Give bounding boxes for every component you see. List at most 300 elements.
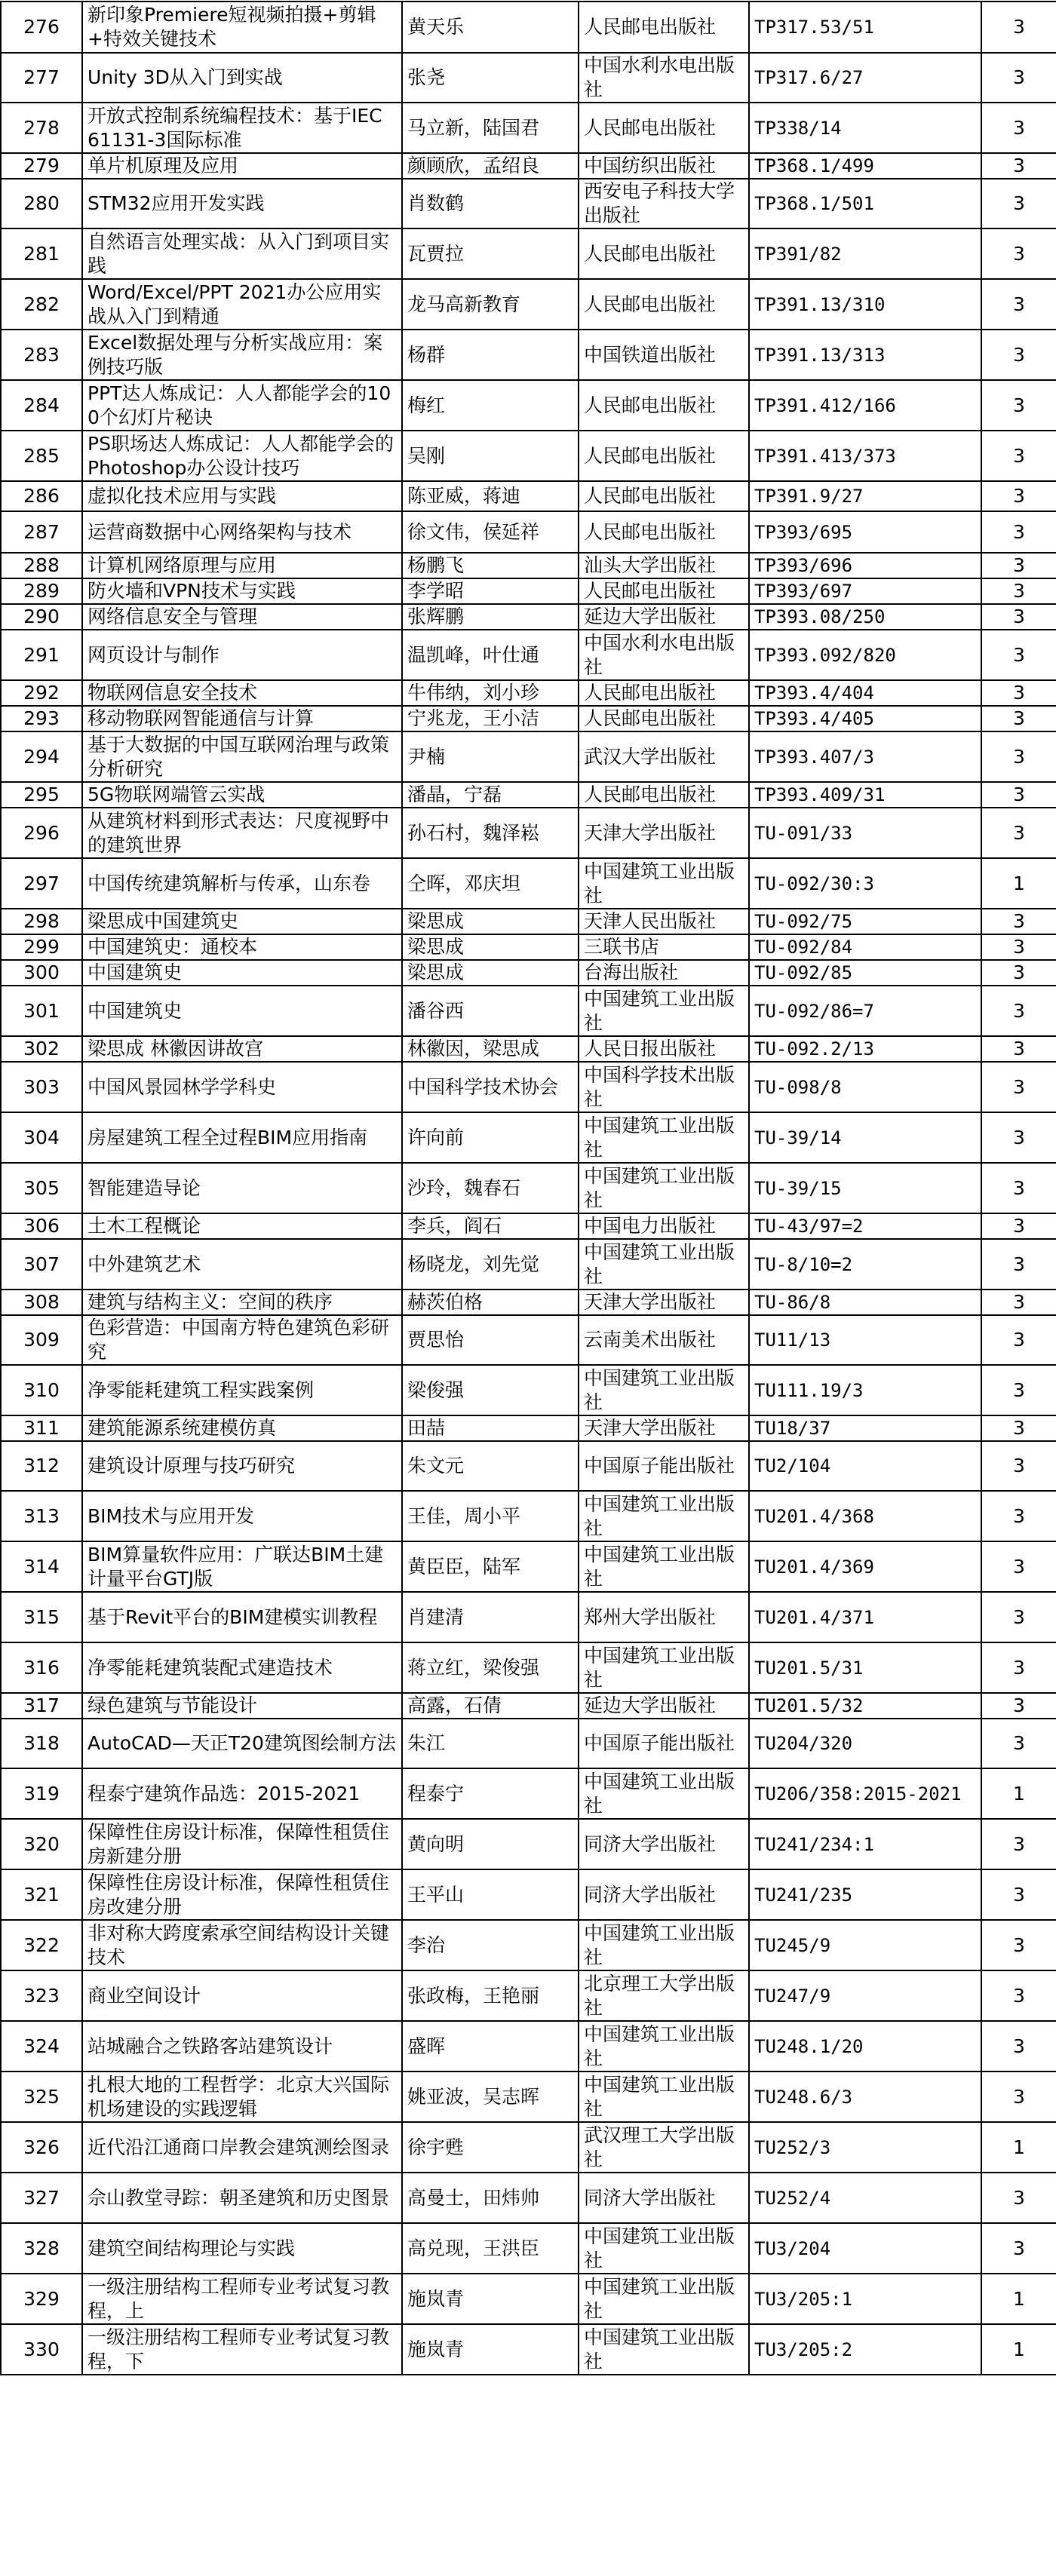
- publisher-cell: 中国建筑工业出版社: [579, 1239, 749, 1290]
- quantity-cell: 3: [981, 1719, 1056, 1768]
- quantity-cell: 3: [981, 279, 1056, 330]
- book-title-cell: 建筑能源系统建模仿真: [82, 1415, 402, 1441]
- publisher-cell: 天津大学出版社: [579, 808, 749, 858]
- table-row: [1, 1036, 1056, 1062]
- book-title-cell: PPT达人炼成记：人人都能学会的100个幻灯片秘诀: [82, 380, 402, 431]
- quantity-cell: 3: [981, 481, 1056, 511]
- author-cell: 尹楠: [402, 731, 579, 782]
- book-title-cell: 基于Revit平台的BIM建模实训教程: [82, 1592, 402, 1642]
- book-title-cell: 色彩营造：中国南方特色建筑色彩研究: [82, 1315, 402, 1365]
- book-title-cell: 基于大数据的中国互联网治理与政策分析研究: [82, 731, 402, 782]
- table-row: [1, 1768, 1056, 1819]
- author-cell: 潘晶，宁磊: [402, 782, 579, 808]
- quantity-cell: 3: [981, 604, 1056, 630]
- serial-number-cell: 317: [1, 1693, 82, 1719]
- book-title-cell: 建筑设计原理与技巧研究: [82, 1441, 402, 1491]
- table-row: [1, 1441, 1056, 1491]
- call-number-cell: TP393/696: [749, 553, 981, 578]
- table-row: [1, 1415, 1056, 1441]
- book-list-table: [0, 1, 1056, 2375]
- serial-number-cell: 326: [1, 2122, 82, 2173]
- book-title-cell: 计算机网络原理与应用: [82, 553, 402, 578]
- author-cell: 徐宇甦: [402, 2122, 579, 2173]
- book-title-cell: 佘山教堂寻踪：朝圣建筑和历史图景: [82, 2173, 402, 2223]
- serial-number-cell: 319: [1, 1768, 82, 1819]
- serial-number-cell: 296: [1, 808, 82, 858]
- serial-number-cell: 329: [1, 2274, 82, 2324]
- quantity-cell: 3: [981, 2173, 1056, 2223]
- serial-number-cell: 323: [1, 1970, 82, 2021]
- author-cell: 田喆: [402, 1415, 579, 1441]
- call-number-cell: TU204/320: [749, 1719, 981, 1768]
- author-cell: 李兵，阎石: [402, 1213, 579, 1239]
- call-number-cell: TU-39/15: [749, 1163, 981, 1213]
- book-title-cell: PS职场达人炼成记：人人都能学会的Photoshop办公设计技巧: [82, 431, 402, 481]
- author-cell: 高露，石倩: [402, 1693, 579, 1719]
- table-row: [1, 1491, 1056, 1541]
- book-title-cell: 中国风景园林学学科史: [82, 1062, 402, 1112]
- serial-number-cell: 310: [1, 1365, 82, 1415]
- author-cell: 施岚青: [402, 2324, 579, 2375]
- table-row: [1, 2274, 1056, 2324]
- table-row: [1, 909, 1056, 934]
- publisher-cell: 中国建筑工业出版社: [579, 2072, 749, 2122]
- author-cell: 李学昭: [402, 578, 579, 604]
- table-row: [1, 2173, 1056, 2223]
- quantity-cell: 3: [981, 909, 1056, 934]
- call-number-cell: TU3/205:1: [749, 2274, 981, 2324]
- book-title-cell: 扎根大地的工程哲学：北京大兴国际机场建设的实践逻辑: [82, 2072, 402, 2122]
- quantity-cell: 3: [981, 179, 1056, 228]
- author-cell: 蒋立红，梁俊强: [402, 1642, 579, 1693]
- author-cell: 李治: [402, 1920, 579, 1970]
- call-number-cell: TU248.6/3: [749, 2072, 981, 2122]
- publisher-cell: 西安电子科技大学出版社: [579, 179, 749, 228]
- serial-number-cell: 292: [1, 680, 82, 706]
- publisher-cell: 中国铁道出版社: [579, 330, 749, 380]
- publisher-cell: 三联书店: [579, 934, 749, 960]
- author-cell: 肖数鹤: [402, 179, 579, 228]
- author-cell: 龙马高新教育: [402, 279, 579, 330]
- book-title-cell: 中国传统建筑解析与传承，山东卷: [82, 858, 402, 909]
- quantity-cell: 3: [981, 630, 1056, 680]
- serial-number-cell: 302: [1, 1036, 82, 1062]
- publisher-cell: 天津大学出版社: [579, 1290, 749, 1315]
- quantity-cell: 3: [981, 1920, 1056, 1970]
- publisher-cell: 中国原子能出版社: [579, 1441, 749, 1491]
- table-row: [1, 578, 1056, 604]
- table-row: [1, 782, 1056, 808]
- call-number-cell: TP368.1/499: [749, 153, 981, 179]
- publisher-cell: 中国科学技术出版社: [579, 1062, 749, 1112]
- publisher-cell: 同济大学出版社: [579, 1869, 749, 1920]
- author-cell: 黄臣臣，陆军: [402, 1541, 579, 1592]
- quantity-cell: 3: [981, 1441, 1056, 1491]
- serial-number-cell: 306: [1, 1213, 82, 1239]
- call-number-cell: TU-092/86=7: [749, 986, 981, 1036]
- call-number-cell: TP393.407/3: [749, 731, 981, 782]
- publisher-cell: 人民邮电出版社: [579, 481, 749, 511]
- quantity-cell: 1: [981, 1768, 1056, 1819]
- table-row: [1, 103, 1056, 153]
- publisher-cell: 天津大学出版社: [579, 1415, 749, 1441]
- table-row: [1, 2072, 1056, 2122]
- serial-number-cell: 289: [1, 578, 82, 604]
- book-title-cell: 净零能耗建筑装配式建造技术: [82, 1642, 402, 1693]
- serial-number-cell: 315: [1, 1592, 82, 1642]
- quantity-cell: 3: [981, 228, 1056, 279]
- serial-number-cell: 309: [1, 1315, 82, 1365]
- call-number-cell: TU252/4: [749, 2173, 981, 2223]
- serial-number-cell: 327: [1, 2173, 82, 2223]
- author-cell: 朱文元: [402, 1441, 579, 1491]
- table-row: [1, 279, 1056, 330]
- quantity-cell: 3: [981, 330, 1056, 380]
- serial-number-cell: 297: [1, 858, 82, 909]
- table-row: [1, 1112, 1056, 1163]
- call-number-cell: TU-8/10=2: [749, 1239, 981, 1290]
- publisher-cell: 郑州大学出版社: [579, 1592, 749, 1642]
- quantity-cell: 3: [981, 511, 1056, 553]
- serial-number-cell: 300: [1, 960, 82, 986]
- quantity-cell: 3: [981, 1415, 1056, 1441]
- table-body: [1, 2, 1056, 2375]
- book-title-cell: 单片机原理及应用: [82, 153, 402, 179]
- author-cell: 牛伟纳，刘小珍: [402, 680, 579, 706]
- book-title-cell: 5G物联网端管云实战: [82, 782, 402, 808]
- publisher-cell: 中国水利水电出版社: [579, 630, 749, 680]
- author-cell: 徐文伟，侯延祥: [402, 511, 579, 553]
- table-row: [1, 960, 1056, 986]
- serial-number-cell: 314: [1, 1541, 82, 1592]
- publisher-cell: 人民邮电出版社: [579, 431, 749, 481]
- serial-number-cell: 283: [1, 330, 82, 380]
- publisher-cell: 中国建筑工业出版社: [579, 2223, 749, 2274]
- table-row: [1, 1239, 1056, 1290]
- publisher-cell: 中国建筑工业出版社: [579, 858, 749, 909]
- book-title-cell: 保障性住房设计标准，保障性租赁住房新建分册: [82, 1819, 402, 1869]
- call-number-cell: TP393.08/250: [749, 604, 981, 630]
- publisher-cell: 中国建筑工业出版社: [579, 986, 749, 1036]
- publisher-cell: 中国建筑工业出版社: [579, 1920, 749, 1970]
- serial-number-cell: 307: [1, 1239, 82, 1290]
- quantity-cell: 1: [981, 858, 1056, 909]
- publisher-cell: 中国建筑工业出版社: [579, 1365, 749, 1415]
- quantity-cell: 3: [981, 960, 1056, 986]
- quantity-cell: 3: [981, 1036, 1056, 1062]
- call-number-cell: TU201.5/31: [749, 1642, 981, 1693]
- call-number-cell: TP338/14: [749, 103, 981, 153]
- author-cell: 施岚青: [402, 2274, 579, 2324]
- quantity-cell: 3: [981, 1213, 1056, 1239]
- publisher-cell: 天津人民出版社: [579, 909, 749, 934]
- author-cell: 张尧: [402, 53, 579, 103]
- call-number-cell: TU111.19/3: [749, 1365, 981, 1415]
- table-row: [1, 1642, 1056, 1693]
- quantity-cell: 3: [981, 53, 1056, 103]
- call-number-cell: TP368.1/501: [749, 179, 981, 228]
- publisher-cell: 人民邮电出版社: [579, 782, 749, 808]
- table-row: [1, 330, 1056, 380]
- serial-number-cell: 280: [1, 179, 82, 228]
- publisher-cell: 中国建筑工业出版社: [579, 1112, 749, 1163]
- serial-number-cell: 320: [1, 1819, 82, 1869]
- author-cell: 林徽因，梁思成: [402, 1036, 579, 1062]
- book-title-cell: 中国建筑史: [82, 986, 402, 1036]
- quantity-cell: 3: [981, 1239, 1056, 1290]
- publisher-cell: 人民日报出版社: [579, 1036, 749, 1062]
- publisher-cell: 台海出版社: [579, 960, 749, 986]
- author-cell: 杨群: [402, 330, 579, 380]
- quantity-cell: 1: [981, 2324, 1056, 2375]
- publisher-cell: 中国水利水电出版社: [579, 53, 749, 103]
- book-title-cell: 净零能耗建筑工程实践案例: [82, 1365, 402, 1415]
- publisher-cell: 武汉理工大学出版社: [579, 2122, 749, 2173]
- serial-number-cell: 301: [1, 986, 82, 1036]
- publisher-cell: 中国建筑工业出版社: [579, 1768, 749, 1819]
- call-number-cell: TU201.4/369: [749, 1541, 981, 1592]
- quantity-cell: 3: [981, 2021, 1056, 2072]
- table-row: [1, 1163, 1056, 1213]
- quantity-cell: 3: [981, 431, 1056, 481]
- call-number-cell: TP391.13/310: [749, 279, 981, 330]
- book-title-cell: 中国建筑史：通校本: [82, 934, 402, 960]
- serial-number-cell: 321: [1, 1869, 82, 1920]
- table-row: [1, 1541, 1056, 1592]
- serial-number-cell: 312: [1, 1441, 82, 1491]
- table-row: [1, 706, 1056, 731]
- quantity-cell: 3: [981, 153, 1056, 179]
- call-number-cell: TP391.9/27: [749, 481, 981, 511]
- call-number-cell: TP391.413/373: [749, 431, 981, 481]
- author-cell: 杨鹏飞: [402, 553, 579, 578]
- table-row: [1, 1719, 1056, 1768]
- table-row: [1, 1213, 1056, 1239]
- book-title-cell: BIM技术与应用开发: [82, 1491, 402, 1541]
- call-number-cell: TU-092.2/13: [749, 1036, 981, 1062]
- publisher-cell: 云南美术出版社: [579, 1315, 749, 1365]
- call-number-cell: TP393.4/404: [749, 680, 981, 706]
- call-number-cell: TU241/234:1: [749, 1819, 981, 1869]
- book-title-cell: 网络信息安全与管理: [82, 604, 402, 630]
- quantity-cell: 3: [981, 2223, 1056, 2274]
- quantity-cell: 3: [981, 2, 1056, 53]
- table-row: [1, 934, 1056, 960]
- table-row: [1, 2223, 1056, 2274]
- call-number-cell: TU-091/33: [749, 808, 981, 858]
- book-title-cell: AutoCAD—天正T20建筑图绘制方法: [82, 1719, 402, 1768]
- table-row: [1, 2122, 1056, 2173]
- publisher-cell: 中国建筑工业出版社: [579, 2274, 749, 2324]
- table-row: [1, 630, 1056, 680]
- book-title-cell: 房屋建筑工程全过程BIM应用指南: [82, 1112, 402, 1163]
- author-cell: 梁思成: [402, 960, 579, 986]
- call-number-cell: TU201.5/32: [749, 1693, 981, 1719]
- call-number-cell: TP317.53/51: [749, 2, 981, 53]
- serial-number-cell: 322: [1, 1920, 82, 1970]
- quantity-cell: 3: [981, 706, 1056, 731]
- quantity-cell: 3: [981, 1163, 1056, 1213]
- author-cell: 黄向明: [402, 1819, 579, 1869]
- call-number-cell: TU-092/30:3: [749, 858, 981, 909]
- table-row: [1, 511, 1056, 553]
- serial-number-cell: 293: [1, 706, 82, 731]
- serial-number-cell: 290: [1, 604, 82, 630]
- author-cell: 梁思成: [402, 909, 579, 934]
- call-number-cell: TU-092/75: [749, 909, 981, 934]
- table-row: [1, 2324, 1056, 2375]
- call-number-cell: TU2/104: [749, 1441, 981, 1491]
- call-number-cell: TU-092/84: [749, 934, 981, 960]
- book-title-cell: 虚拟化技术应用与实践: [82, 481, 402, 511]
- call-number-cell: TU-092/85: [749, 960, 981, 986]
- serial-number-cell: 311: [1, 1415, 82, 1441]
- book-title-cell: 中外建筑艺术: [82, 1239, 402, 1290]
- author-cell: 王佳，周小平: [402, 1491, 579, 1541]
- quantity-cell: 3: [981, 1693, 1056, 1719]
- author-cell: 张政梅，王艳丽: [402, 1970, 579, 2021]
- quantity-cell: 3: [981, 1541, 1056, 1592]
- table-row: [1, 380, 1056, 431]
- call-number-cell: TU3/204: [749, 2223, 981, 2274]
- author-cell: 梁俊强: [402, 1365, 579, 1415]
- serial-number-cell: 303: [1, 1062, 82, 1112]
- table-row: [1, 179, 1056, 228]
- publisher-cell: 人民邮电出版社: [579, 706, 749, 731]
- table-row: [1, 553, 1056, 578]
- call-number-cell: TU201.4/371: [749, 1592, 981, 1642]
- book-title-cell: 建筑空间结构理论与实践: [82, 2223, 402, 2274]
- quantity-cell: 1: [981, 2274, 1056, 2324]
- book-title-cell: 从建筑材料到形式表达：尺度视野中的建筑世界: [82, 808, 402, 858]
- call-number-cell: TU3/205:2: [749, 2324, 981, 2375]
- quantity-cell: 3: [981, 1592, 1056, 1642]
- book-title-cell: 自然语言处理实战：从入门到项目实践: [82, 228, 402, 279]
- author-cell: 高曼士，田炜帅: [402, 2173, 579, 2223]
- publisher-cell: 中国建筑工业出版社: [579, 1163, 749, 1213]
- table-row: [1, 858, 1056, 909]
- publisher-cell: 人民邮电出版社: [579, 511, 749, 553]
- call-number-cell: TU245/9: [749, 1920, 981, 1970]
- call-number-cell: TU252/3: [749, 2122, 981, 2173]
- quantity-cell: 3: [981, 782, 1056, 808]
- book-title-cell: 近代沿江通商口岸教会建筑测绘图录: [82, 2122, 402, 2173]
- serial-number-cell: 299: [1, 934, 82, 960]
- serial-number-cell: 316: [1, 1642, 82, 1693]
- call-number-cell: TU18/37: [749, 1415, 981, 1441]
- book-title-cell: 梁思成 林徽因讲故宫: [82, 1036, 402, 1062]
- publisher-cell: 延边大学出版社: [579, 1693, 749, 1719]
- call-number-cell: TP393/695: [749, 511, 981, 553]
- quantity-cell: 3: [981, 1869, 1056, 1920]
- author-cell: 瓦贾拉: [402, 228, 579, 279]
- quantity-cell: 3: [981, 553, 1056, 578]
- table-row: [1, 1920, 1056, 1970]
- quantity-cell: 3: [981, 1642, 1056, 1693]
- call-number-cell: TU247/9: [749, 1970, 981, 2021]
- call-number-cell: TP393.092/820: [749, 630, 981, 680]
- author-cell: 陈亚威，蒋迪: [402, 481, 579, 511]
- author-cell: 杨晓龙，刘先觉: [402, 1239, 579, 1290]
- serial-number-cell: 308: [1, 1290, 82, 1315]
- author-cell: 梁思成: [402, 934, 579, 960]
- call-number-cell: TU-43/97=2: [749, 1213, 981, 1239]
- call-number-cell: TP391/82: [749, 228, 981, 279]
- book-title-cell: 一级注册结构工程师专业考试复习教程，上: [82, 2274, 402, 2324]
- quantity-cell: 3: [981, 1112, 1056, 1163]
- publisher-cell: 人民邮电出版社: [579, 279, 749, 330]
- publisher-cell: 中国建筑工业出版社: [579, 1541, 749, 1592]
- quantity-cell: 3: [981, 1491, 1056, 1541]
- serial-number-cell: 294: [1, 731, 82, 782]
- book-title-cell: 网页设计与制作: [82, 630, 402, 680]
- table-row: [1, 1693, 1056, 1719]
- call-number-cell: TP393/697: [749, 578, 981, 604]
- table-row: [1, 1365, 1056, 1415]
- book-title-cell: 梁思成中国建筑史: [82, 909, 402, 934]
- author-cell: 肖建清: [402, 1592, 579, 1642]
- call-number-cell: TU-39/14: [749, 1112, 981, 1163]
- author-cell: 中国科学技术协会: [402, 1062, 579, 1112]
- publisher-cell: 人民邮电出版社: [579, 103, 749, 153]
- author-cell: 赫茨伯格: [402, 1290, 579, 1315]
- table-row: [1, 1869, 1056, 1920]
- call-number-cell: TU241/235: [749, 1869, 981, 1920]
- serial-number-cell: 318: [1, 1719, 82, 1768]
- table-row: [1, 1592, 1056, 1642]
- author-cell: 马立新，陆国君: [402, 103, 579, 153]
- publisher-cell: 同济大学出版社: [579, 1819, 749, 1869]
- table-row: [1, 1290, 1056, 1315]
- quantity-cell: 3: [981, 1819, 1056, 1869]
- quantity-cell: 3: [981, 1290, 1056, 1315]
- author-cell: 高兑现，王洪臣: [402, 2223, 579, 2274]
- author-cell: 盛晖: [402, 2021, 579, 2072]
- serial-number-cell: 298: [1, 909, 82, 934]
- call-number-cell: TU11/13: [749, 1315, 981, 1365]
- author-cell: 颜顾欣，孟绍良: [402, 153, 579, 179]
- quantity-cell: 3: [981, 578, 1056, 604]
- table-row: [1, 1315, 1056, 1365]
- book-title-cell: Unity 3D从入门到实战: [82, 53, 402, 103]
- serial-number-cell: 330: [1, 2324, 82, 2375]
- quantity-cell: 3: [981, 731, 1056, 782]
- author-cell: 仝晖，邓庆坦: [402, 858, 579, 909]
- author-cell: 贾思怡: [402, 1315, 579, 1365]
- book-title-cell: 开放式控制系统编程技术：基于IEC 61131-3国际标准: [82, 103, 402, 153]
- serial-number-cell: 324: [1, 2021, 82, 2072]
- author-cell: 宁兆龙，王小洁: [402, 706, 579, 731]
- publisher-cell: 汕头大学出版社: [579, 553, 749, 578]
- publisher-cell: 延边大学出版社: [579, 604, 749, 630]
- book-title-cell: 物联网信息安全技术: [82, 680, 402, 706]
- publisher-cell: 人民邮电出版社: [579, 2, 749, 53]
- publisher-cell: 人民邮电出版社: [579, 380, 749, 431]
- author-cell: 张辉鹏: [402, 604, 579, 630]
- quantity-cell: 3: [981, 986, 1056, 1036]
- book-title-cell: BIM算量软件应用：广联达BIM土建计量平台GTJ版: [82, 1541, 402, 1592]
- table-row: [1, 2, 1056, 53]
- serial-number-cell: 281: [1, 228, 82, 279]
- quantity-cell: 3: [981, 103, 1056, 153]
- table-row: [1, 1970, 1056, 2021]
- call-number-cell: TU248.1/20: [749, 2021, 981, 2072]
- author-cell: 吴刚: [402, 431, 579, 481]
- publisher-cell: 中国原子能出版社: [579, 1719, 749, 1768]
- book-title-cell: 防火墙和VPN技术与实践: [82, 578, 402, 604]
- author-cell: 朱江: [402, 1719, 579, 1768]
- quantity-cell: 3: [981, 2072, 1056, 2122]
